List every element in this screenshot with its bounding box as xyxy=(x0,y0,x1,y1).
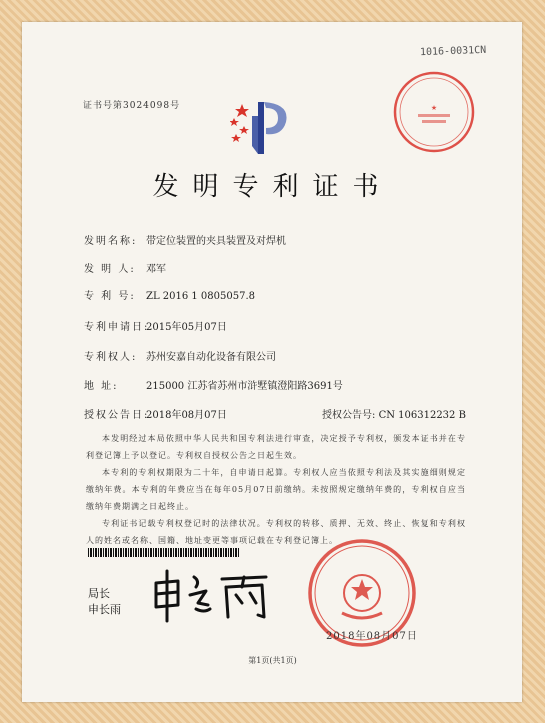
page-number: 第1页(共1页) xyxy=(248,656,297,665)
field-grant-date xyxy=(84,406,227,421)
field-patent-no xyxy=(84,287,255,302)
svg-text:★: ★ xyxy=(430,104,438,112)
inventor-value: 邓军 xyxy=(146,264,166,275)
address-label: 地 址: xyxy=(84,381,119,392)
field-patentee xyxy=(84,348,276,363)
barcode xyxy=(88,548,240,557)
filing-date-label: 专利申请日: xyxy=(84,322,150,333)
patentee-label: 专利权人: xyxy=(84,352,138,363)
certificate-title: 发明专利证书 xyxy=(152,172,393,202)
grant-no-value: CN 106312232 B xyxy=(378,410,466,421)
grant-date-label: 授权公告日: xyxy=(84,410,150,421)
field-invention-name xyxy=(84,232,286,247)
address-value: 215000 江苏省苏州市浒墅镇澄阳路3691号 xyxy=(146,381,343,392)
agency-stamp xyxy=(392,70,476,154)
director-name: 申长雨 xyxy=(88,603,121,616)
body-paragraph: 专利证书记载专利权登记时的法律状况。专利权的转移、质押、无效、终止、恢复和专利权人的姓名或名称、国籍、地址变更等事项记载在专利登记簿上。 xyxy=(86,519,466,545)
handwritten-note: 1016-0031CN xyxy=(419,44,487,59)
body-paragraph: 本发明经过本局依照中华人民共和国专利法进行审查，决定授予专利权，颁发本证书并在专利登记簿上予以登记。专利权自授权公告之日起生效。 xyxy=(86,434,466,460)
certificate-number: 证书号第3024098号 xyxy=(83,101,181,111)
cnipa-logo-icon xyxy=(230,96,300,158)
director-signature xyxy=(148,565,278,625)
field-inventor xyxy=(84,260,166,275)
grant-date-value: 2018年08月07日 xyxy=(146,410,227,421)
grant-no-label: 授权公告号: xyxy=(322,410,376,421)
invention-name-value: 带定位装置的夹具装置及对焊机 xyxy=(146,236,286,247)
field-filing-date xyxy=(84,318,227,333)
seal-date: 2018年08月07日 xyxy=(326,631,418,642)
director-title: 局长 xyxy=(88,587,110,600)
patent-no-value: ZL 2016 1 0805057.8 xyxy=(146,291,256,302)
filing-date-value: 2015年05月07日 xyxy=(146,322,227,333)
field-grant-no xyxy=(322,406,466,421)
body-paragraph: 本专利的专利权期限为二十年，自申请日起算。专利权人应当依照专利法及其实施细则规定缴纳年费。本专利的年费应当在每年05月07日前缴纳。未按照规定缴纳年费的，专利权自应当缴纳年费期满之日起终止。 xyxy=(86,468,466,511)
patent-no-label: 专 利 号: xyxy=(84,291,136,302)
inventor-label: 发 明 人: xyxy=(84,264,136,275)
field-address xyxy=(84,377,343,392)
patentee-value: 苏州安嘉自动化设备有限公司 xyxy=(146,352,276,363)
invention-name-label: 发明名称: xyxy=(84,236,138,247)
certificate-body xyxy=(86,430,466,549)
